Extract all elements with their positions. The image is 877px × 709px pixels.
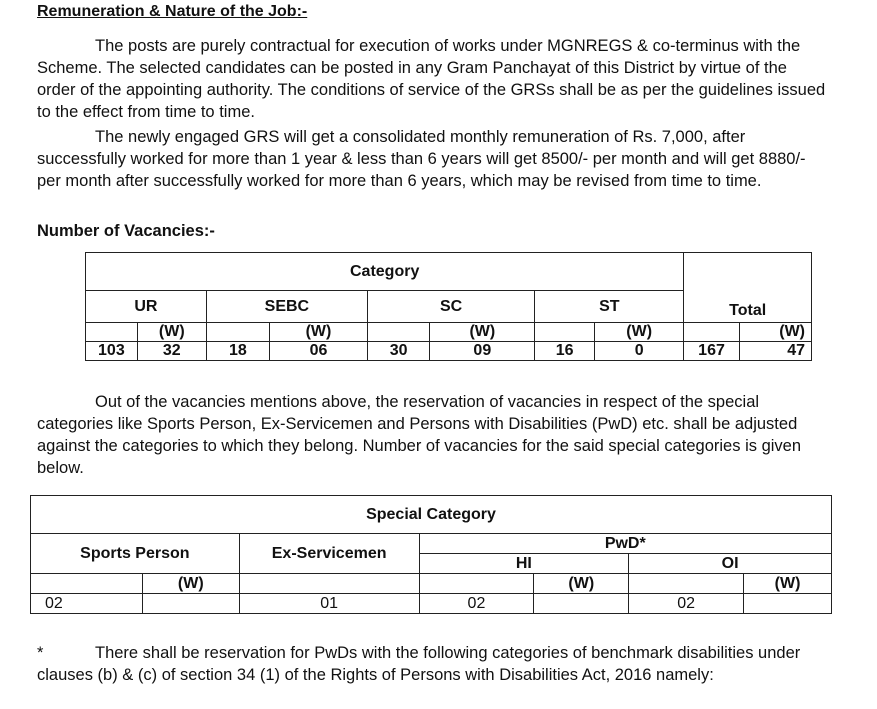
special-ex-servicemen-spacer <box>239 574 419 594</box>
footnote-pwd <box>37 642 827 686</box>
vacancy-sebc-count-spacer <box>206 323 269 342</box>
special-hi-count-spacer <box>419 574 534 594</box>
paragraph-special-reservation <box>37 391 827 479</box>
special-oi-w-label: (W) <box>744 574 832 594</box>
special-oi-count-spacer <box>629 574 744 594</box>
vacancy-total-count-spacer <box>684 323 739 342</box>
vacancy-sebc-count: 18 <box>206 342 269 361</box>
vacancy-sc-count: 30 <box>367 342 429 361</box>
paragraph-nature-of-job-text: The posts are purely contractual for execution of works under MGNREGS & co-terminus with the Scheme. The selected candidates can be posted in any Gram Panchayat of this District by virtue of the order of the appointing authority. The conditions of service of the GRSs shall be as per the guidelines issued to the effect from time to time. <box>37 37 826 121</box>
vacancy-table <box>85 252 812 361</box>
vacancy-ur-count-spacer <box>86 323 138 342</box>
special-hi-w-label: (W) <box>534 574 629 594</box>
special-sports-w-label: (W) <box>142 574 239 594</box>
footnote-pwd-text: There shall be reservation for PwDs with the following categories of benchmark disabilities under clauses (b) & (c) of section 34 (1) of the Rights of Persons with Disabilities Act, 2016 namely: <box>37 644 801 684</box>
paragraph-nature-of-job <box>37 35 827 123</box>
special-pwd-header: PwD* <box>419 534 831 554</box>
vacancy-total-w: 47 <box>739 342 811 361</box>
vacancy-sc-w: 09 <box>430 342 535 361</box>
vacancy-heading: Number of Vacancies:- <box>37 222 215 240</box>
vacancy-sebc-w: 06 <box>270 342 368 361</box>
vacancy-sc-w-label: (W) <box>430 323 535 342</box>
special-hi-value: 02 <box>419 594 534 614</box>
vacancy-st-w: 0 <box>594 342 683 361</box>
special-oi-value: 02 <box>629 594 744 614</box>
special-sports-w-value <box>142 594 239 614</box>
special-ex-servicemen-header: Ex-Servicemen <box>239 534 419 574</box>
vacancy-group-ur: UR <box>86 291 207 323</box>
paragraph-remuneration <box>37 126 827 192</box>
vacancy-total-w-label: (W) <box>739 323 811 342</box>
vacancy-ur-count: 103 <box>86 342 138 361</box>
special-oi-w-value <box>744 594 832 614</box>
vacancy-ur-w-label: (W) <box>137 323 206 342</box>
special-sports-value: 02 <box>31 594 143 614</box>
special-ex-servicemen-value: 01 <box>239 594 419 614</box>
special-sports-count-spacer <box>31 574 143 594</box>
vacancy-group-sebc: SEBC <box>206 291 367 323</box>
special-oi-header: OI <box>629 554 832 574</box>
vacancy-st-count-spacer <box>535 323 595 342</box>
vacancy-total-header: Total <box>684 253 812 323</box>
vacancy-ur-w: 32 <box>137 342 206 361</box>
vacancy-sebc-w-label: (W) <box>270 323 368 342</box>
vacancy-st-count: 16 <box>535 342 595 361</box>
special-sports-header: Sports Person <box>31 534 240 574</box>
special-hi-header: HI <box>419 554 629 574</box>
paragraph-remuneration-text: The newly engaged GRS will get a consolidated monthly remuneration of Rs. 7,000, after successfully worked for more than 1 year & less than 6 years will get 8500/- per month and will get 8880/- per month after successfully worked for more than 6 years, which may be revised from time to time. <box>37 128 806 190</box>
vacancy-st-w-label: (W) <box>594 323 683 342</box>
section-heading-remuneration: Remuneration & Nature of the Job:- <box>37 3 308 20</box>
special-category-title: Special Category <box>31 496 832 534</box>
paragraph-special-reservation-text: Out of the vacancies mentions above, the reservation of vacancies in respect of the special categories like Sports Person, Ex-Servicemen and Persons with Disabilities (PwD) etc. shall be adjusted against the categories to which they belong. Number of vacancies for the said special categories is given below. <box>37 393 802 477</box>
vacancy-group-st: ST <box>535 291 684 323</box>
footnote-marker: * <box>37 644 44 662</box>
vacancy-group-sc: SC <box>367 291 534 323</box>
special-category-table <box>30 495 832 614</box>
vacancy-category-header: Category <box>86 253 684 291</box>
special-hi-w-value <box>534 594 629 614</box>
vacancy-total-count: 167 <box>684 342 739 361</box>
vacancy-sc-count-spacer <box>367 323 429 342</box>
